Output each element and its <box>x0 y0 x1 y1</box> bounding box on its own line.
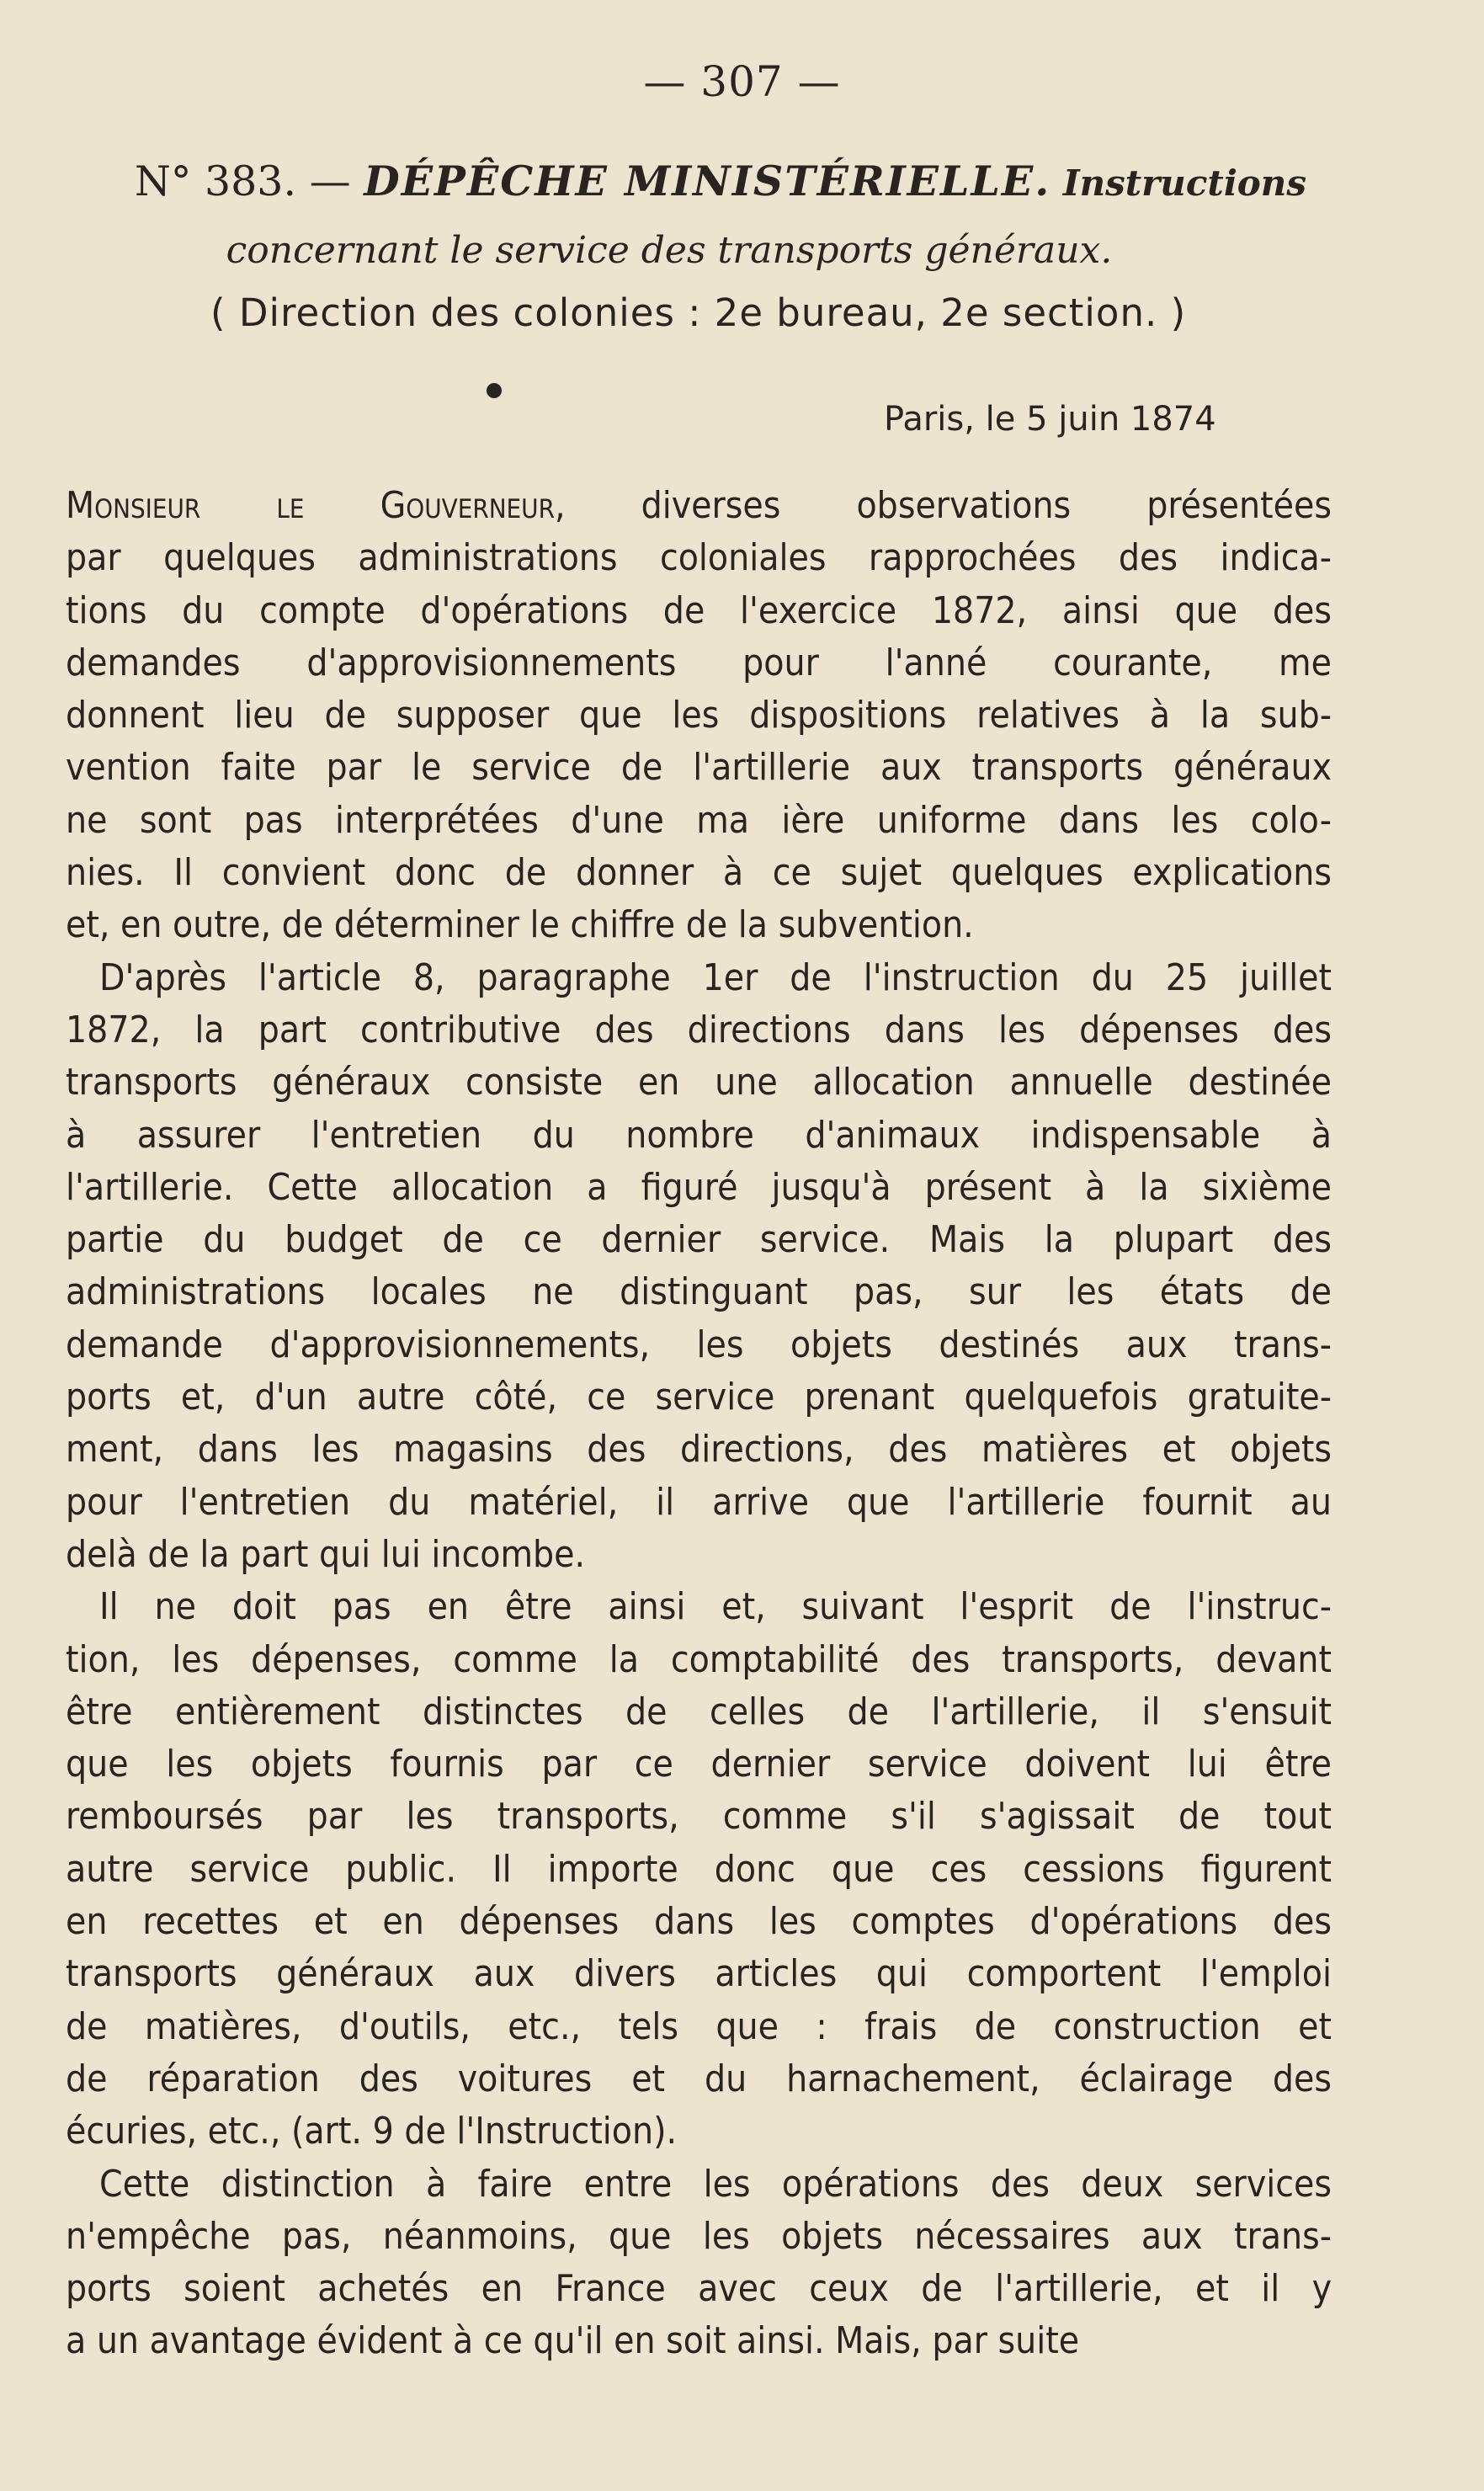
text-line: D'après l'article 8, paragraphe 1er de l'instruction du 25 juillet <box>99 955 1332 999</box>
document-title <box>135 147 1355 285</box>
text-line: tions du compte d'opérations de l'exercice 1872, ainsi que des <box>66 588 1332 632</box>
text-line: ment, dans les magasins des directions, des matières et objets <box>66 1428 1332 1472</box>
text-line: 1872, la part contributive des directions dans les dépenses des <box>66 1008 1332 1051</box>
text-line: de matières, d'outils, etc., tels que : frais de construction et <box>66 2004 1332 2048</box>
text-line: et, en outre, de déterminer le chiffre de la subvention. <box>66 903 974 947</box>
text-line: en recettes et en dépenses dans les comptes d'opérations des <box>66 1900 1332 1944</box>
text-line: a un avantage évident à ce qu'il en soit ainsi. Mais, par suite <box>66 2319 1080 2363</box>
document-heading-instructions: Instructions <box>1051 162 1306 204</box>
text-line: pour l'entretien du matériel, il arrive que l'artillerie fournit au <box>66 1480 1332 1524</box>
text-line: ports et, d'un autre côté, ce service prenant quelquefois gratuite- <box>66 1376 1332 1419</box>
text-line-rest: diverses observations présentées <box>565 484 1332 527</box>
text-line: transports généraux aux divers articles qui comportent l'emploi <box>66 1952 1332 1996</box>
text-line: de réparation des voitures et du harnachement, éclairage des <box>66 2057 1332 2100</box>
text-line: à assurer l'entretien du nombre d'animaux indispensable à <box>66 1113 1332 1157</box>
text-line: ports soient achetés en France avec ceux de l'artillerie, et il y <box>66 2267 1332 2311</box>
page-number: — 307 — <box>643 57 841 106</box>
bullet-mark <box>487 383 502 398</box>
text-line: administrations locales ne distinguant pas, sur les états de <box>66 1270 1332 1314</box>
direction-line: ( Direction des colonies : 2e bureau, 2e section. ) <box>210 290 1187 335</box>
text-line: transports généraux consiste en une allocation annuelle destinée <box>66 1061 1332 1104</box>
document-subtitle: concernant le service des transports généraux. <box>226 229 1113 272</box>
paragraph <box>66 1581 1332 2158</box>
text-line: tion, les dépenses, comme la comptabilité des transports, devant <box>66 1637 1332 1681</box>
text-line: ne sont pas interprétées d'une ma ière uniforme dans les colo- <box>66 798 1332 842</box>
text-line: partie du budget de ce dernier service. Mais la plupart des <box>66 1218 1332 1262</box>
salutation: Monsieur le Gouverneur, <box>66 484 566 527</box>
dateline: Paris, le 5 juin 1874 <box>884 400 1216 439</box>
text-line: remboursés par les transports, comme s'il s'agissait de tout <box>66 1795 1332 1839</box>
text-line: Il ne doit pas en être ainsi et, suivant l'esprit de l'instruc- <box>99 1585 1332 1629</box>
text-line: que les objets fournis par ce dernier service doivent lui être <box>66 1743 1332 1786</box>
text-line: écuries, etc., (art. 9 de l'Instruction). <box>66 2110 678 2153</box>
text-line: donnent lieu de supposer que les dispositions relatives à la sub- <box>66 694 1332 737</box>
document-number: N° 383. — <box>135 157 364 205</box>
text-line: n'empêche pas, néanmoins, que les objets nécessaires aux trans- <box>66 2214 1332 2258</box>
paragraph <box>66 952 1332 1582</box>
paragraph <box>66 2158 1332 2368</box>
letter-body <box>66 480 1332 2368</box>
text-line: vention faite par le service de l'artillerie aux transports généraux <box>66 746 1332 790</box>
text-line: nies. Il convient donc de donner à ce sujet quelques explications <box>66 851 1332 895</box>
text-line: demande d'approvisionnements, les objets destinés aux trans- <box>66 1323 1332 1366</box>
text-line: demandes d'approvisionnements pour l'anné courante, me <box>66 641 1332 684</box>
text-line <box>66 480 1332 532</box>
text-line: l'artillerie. Cette allocation a figuré jusqu'à présent à la sixième <box>66 1165 1332 1209</box>
document-heading: DÉPÊCHE MINISTÉRIELLE. <box>364 157 1051 205</box>
text-line: delà de la part qui lui incombe. <box>66 1532 586 1576</box>
paragraph <box>66 480 1332 952</box>
title-line <box>135 147 1355 217</box>
text-line: être entièrement distinctes de celles de l'artillerie, il s'ensuit <box>66 1690 1332 1733</box>
text-line: par quelques administrations coloniales rapprochées des indica- <box>66 536 1332 580</box>
text-line: autre service public. Il importe donc que ces cessions figurent <box>66 1847 1332 1891</box>
text-line: Cette distinction à faire entre les opérations des deux services <box>99 2162 1332 2206</box>
